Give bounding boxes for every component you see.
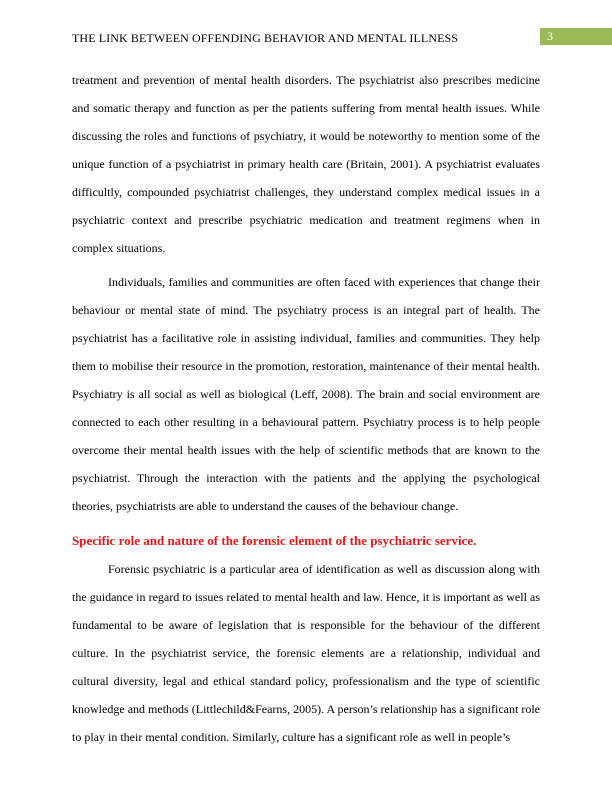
paragraph-1: treatment and prevention of mental health disorders. The psychiatrist also prescribes medicine and somatic therapy and function as per the patients suffering from mental health issues. While discussing the roles and functions of psychiatry, it would be noteworthy to mention some of the unique function of a psychiatrist in primary health care (Britain, 2001). A psychiatrist evaluates difficultly, compounded psychiatrist challenges, they understand complex medical issues in a psychiatric context and prescribe psychiatric medication and treatment regimens when in complex situations. — [72, 73, 540, 255]
section-heading: Specific role and nature of the forensic element of the psychiatric service. — [72, 533, 477, 548]
paragraph-2: Individuals, families and communities are often faced with experiences that change their behaviour or mental state of mind. The psychiatry process is an integral part of health. The psychiatrist has a facilitative role in assisting individual, families and communities. They help them to mobilise their resource in the promotion, restoration, maintenance of their mental health. Psychiatry is all social as well as biological (Leff, 2008). The brain and social environment are connected to each other resulting in a behavioural pattern. Psychiatry process is to help people overcome their mental health issues with the help of scientific methods that are known to the psychiatrist. Through the interaction with the patients and the applying the psychological theories, psychiatrists are able to understand the causes of the behaviour change. — [72, 275, 540, 513]
running-header: THE LINK BETWEEN OFFENDING BEHAVIOR AND MENTAL ILLNESS — [72, 31, 459, 45]
paragraph-3: Forensic psychiatric is a particular area of identification as well as discussion along with the guidance in regard to issues related to mental health and law. Hence, it is important as well as fundamental to be aware of legislation that is responsible for the behaviour of the different culture. In the psychiatrist service, the forensic elements are a relationship, individual and cultural diversity, legal and ethical standard policy, professionalism and the type of scientific knowledge and methods (Littlechild&Fearns, 2005). A person’s relationship has a significant role to play in their mental condition. Similarly, culture has a significant role as well in people’s — [72, 562, 540, 744]
document-body — [72, 66, 540, 751]
page-number-badge: 3 — [540, 28, 612, 45]
